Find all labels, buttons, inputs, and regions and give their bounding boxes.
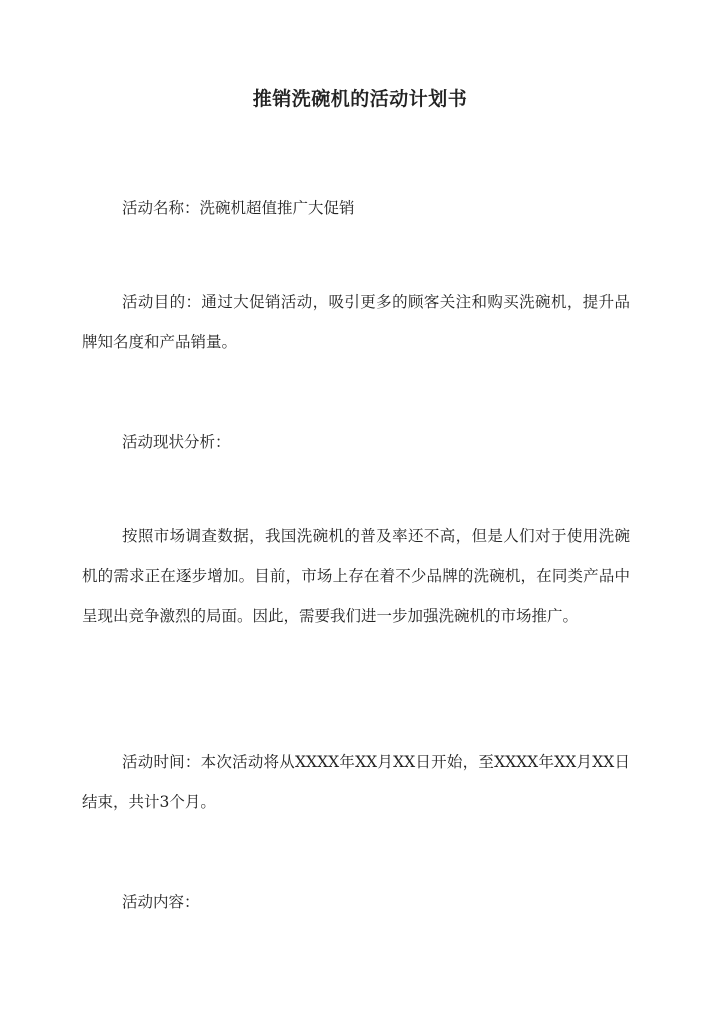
document-title: 推销洗碗机的活动计划书 xyxy=(252,88,468,110)
paragraph-activity-time: 活动时间：本次活动将从XXXX年XX月XX日开始，至XXXX年XX月XX日结束，共计3个月。 xyxy=(82,753,630,811)
paragraph-activity-purpose: 活动目的：通过大促销活动，吸引更多的顾客关注和购买洗碗机，提升品牌知名度和产品销量。 xyxy=(82,293,630,351)
paragraph-activity-content-heading: 活动内容： xyxy=(122,893,200,911)
paragraph-market-analysis: 按照市场调查数据，我国洗碗机的普及率还不高，但是人们对于使用洗碗机的需求正在逐步增加。目前，市场上存在着不少品牌的洗碗机，在同类产品中呈现出竞争激烈的局面。因此，需要我们进一步加强洗碗机的市场推广。 xyxy=(82,527,630,625)
paragraph-activity-name: 活动名称：洗碗机超值推广大促销 xyxy=(122,199,355,217)
paragraph-status-analysis-heading: 活动现状分析： xyxy=(122,433,231,451)
